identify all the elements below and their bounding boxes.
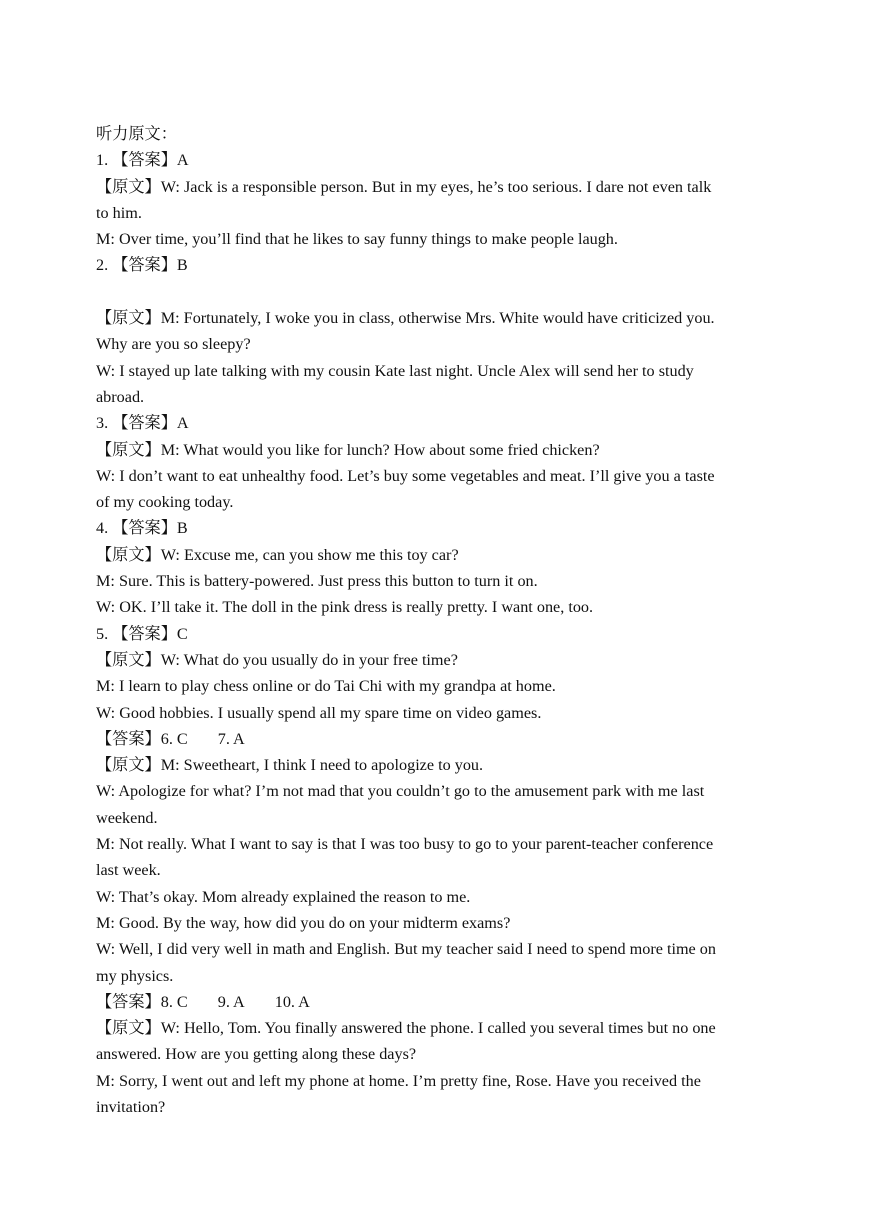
transcript-line: weekend.: [96, 808, 158, 827]
transcript-line: to him.: [96, 203, 142, 222]
transcript-line: M: Sure. This is battery-powered. Just press this button to turn it on.: [96, 572, 538, 591]
blank-line: [96, 279, 786, 305]
answer-8: 【答案】8. C: [96, 992, 188, 1011]
transcript-line: W: Apologize for what? I’m not mad that you couldn’t go to the amusement park with me last: [96, 782, 705, 801]
section-heading: 听力原文：: [96, 125, 177, 143]
transcript-line: M: Sorry, I went out and left my phone at home. I’m pretty fine, Rose. Have you received the: [96, 1071, 701, 1090]
answer-9: 9. A: [217, 992, 245, 1011]
transcript-line: of my cooking today.: [96, 493, 234, 512]
transcript-line: M: Over time, you’ll find that he likes to say funny things to make people laugh.: [96, 230, 618, 249]
transcript-line: M: Not really. What I want to say is that I was too busy to go to your parent-teacher conference: [96, 835, 714, 854]
transcript-line: W: I stayed up late talking with my cousin Kate last night. Uncle Alex will send her to study: [96, 361, 694, 380]
answer-7: 7. A: [217, 729, 245, 748]
transcript-line: answered. How are you getting along these days?: [96, 1045, 417, 1064]
transcript-line: my physics.: [96, 966, 174, 985]
answer-line-2: 2. 【答案】B: [96, 256, 188, 275]
answer-line-8-10: [96, 989, 786, 1015]
transcript-line: W: That’s okay. Mom already explained the reason to me.: [96, 887, 471, 906]
transcript-line: invitation?: [96, 1097, 166, 1116]
transcript-line: 【原文】W: Hello, Tom. You finally answered the phone. I called you several times but no one: [96, 1019, 716, 1038]
transcript-line: W: I don’t want to eat unhealthy food. Let’s buy some vegetables and meat. I’ll give you a taste: [96, 466, 715, 485]
transcript-line: 【原文】M: What would you like for lunch? How about some fried chicken?: [96, 440, 600, 459]
transcript-line: 【原文】M: Fortunately, I woke you in class, otherwise Mrs. White would have criticized you.: [96, 309, 715, 328]
transcript-line: W: Well, I did very well in math and English. But my teacher said I need to spend more time on: [96, 940, 716, 959]
transcript-line: M: Good. By the way, how did you do on your midterm exams?: [96, 913, 511, 932]
transcript-line: Why are you so sleepy?: [96, 335, 251, 354]
answer-10: 10. A: [274, 992, 310, 1011]
transcript-line: W: Good hobbies. I usually spend all my spare time on video games.: [96, 703, 542, 722]
answer-line-1: 1. 【答案】A: [96, 151, 189, 170]
transcript-line: 【原文】M: Sweetheart, I think I need to apologize to you.: [96, 756, 484, 775]
answer-line-5: 5. 【答案】C: [96, 624, 188, 643]
transcript-line: W: OK. I’ll take it. The doll in the pink dress is really pretty. I want one, too.: [96, 598, 594, 617]
transcript-line: 【原文】W: Jack is a responsible person. But in my eyes, he’s too serious. I dare not even talk: [96, 177, 712, 196]
answer-line-6-7: [96, 726, 786, 752]
transcript-line: 【原文】W: Excuse me, can you show me this toy car?: [96, 545, 459, 564]
transcript-line: M: I learn to play chess online or do Tai Chi with my grandpa at home.: [96, 677, 556, 696]
answer-line-3: 3. 【答案】A: [96, 414, 189, 433]
transcript-line: 【原文】W: What do you usually do in your free time?: [96, 650, 458, 669]
answer-line-4: 4. 【答案】B: [96, 519, 188, 538]
answer-6: 【答案】6. C: [96, 729, 188, 748]
transcript-body: [96, 121, 786, 1120]
transcript-line: abroad.: [96, 387, 145, 406]
transcript-line: last week.: [96, 861, 161, 880]
